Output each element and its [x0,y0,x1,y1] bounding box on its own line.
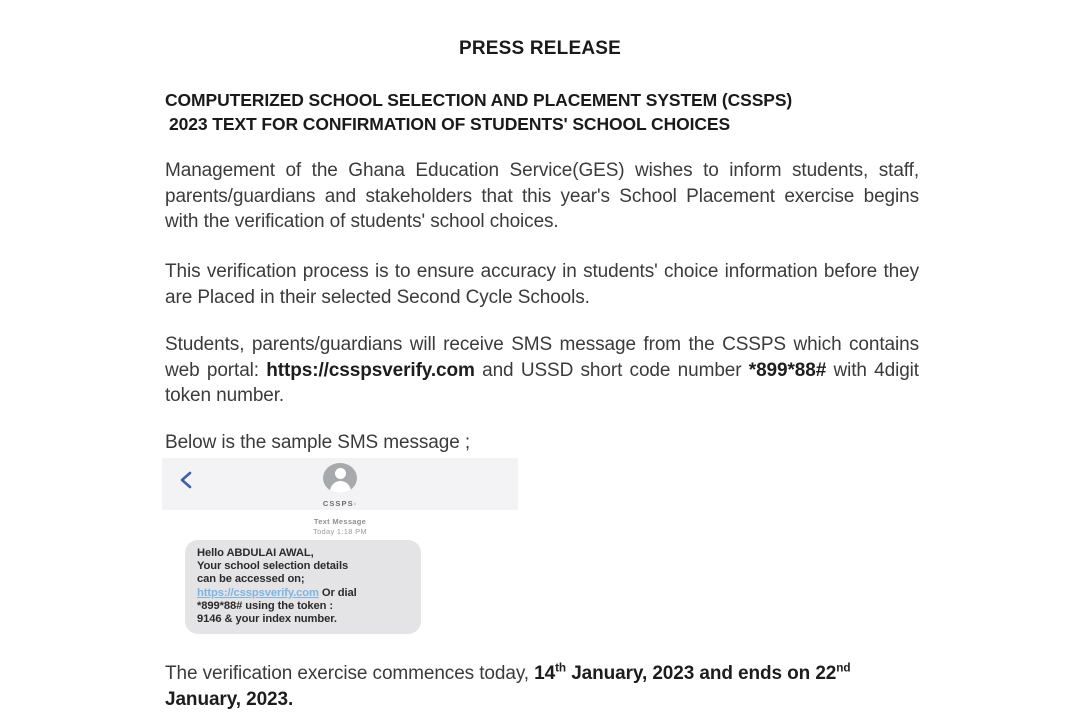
paragraph-management-intro: Management of the Ghana Education Service(GES) wishes to inform students, staff, parents/guardians and stakeholders that this year's School Placement exercise begins with the verification of students' school choices. [165,160,919,232]
paragraph-sample-sms-caption: Below is the sample SMS message ; [165,432,471,453]
p3-text-between: and USSD short code number [474,359,749,381]
contact-avatar-icon [323,463,357,493]
sms-line-3: can be accessed on; [197,573,305,586]
subject-heading [165,88,925,136]
sms-line-4 [197,587,411,600]
start-date-day: 14 [534,663,556,684]
end-date-ordinal: nd [836,661,851,675]
web-portal-url: https://csspsverify.com [266,359,475,381]
end-date-rest: January, 2023. [165,688,294,710]
sms-line-5: *899*88# using the token : [197,599,334,612]
sms-line-4-tail: Or dial [318,586,357,599]
sms-timestamp [162,517,518,536]
chevron-right-icon: › [353,501,358,508]
sms-contact-name-text: CSSPS [322,499,354,508]
subject-heading-line-1: COMPUTERIZED SCHOOL SELECTION AND PLACEMENT SYSTEM (CSSPS) [165,90,793,110]
sms-line-2: Your school selection details [197,560,349,573]
sms-header-bar [162,458,518,510]
subject-heading-line-2: 2023 TEXT FOR CONFIRMATION OF STUDENTS' SCHOOL CHOICES [169,114,731,134]
paragraph-verification-purpose: This verification process is to ensure accuracy in students' choice information before they are Placed in their selected Second Cycle Schools. [165,261,919,308]
start-date [534,663,815,684]
p3-text-before-url: Students, parents/guardians will receive SMS message from the CSSPS which contains web portal: [165,334,919,381]
sms-meta-time: Today 1:18 PM [313,526,367,536]
page-title: PRESS RELEASE [458,38,622,59]
sms-contact-name [162,499,518,508]
end-date-day: 22 [815,663,837,684]
sms-message-bubble [185,540,421,634]
p3-text-after: with 4digit token number. [165,359,919,406]
start-date-ordinal: th [555,661,567,675]
ussd-short-code: *899*88# [748,359,827,381]
sms-line-1: Hello ABDULAI AWAL, [197,547,314,559]
sms-contact-block[interactable] [162,463,518,508]
paragraph-verification-dates [165,661,919,712]
sms-sample-screenshot [162,458,518,630]
start-date-rest: January, 2023 and ends on [566,663,816,684]
paragraph-sms-portal-info [165,332,919,409]
p5-text-before-dates: The verification exercise commences today, [165,663,535,684]
sms-line-6: 9146 & your index number. [197,613,337,626]
sms-portal-link[interactable]: https://csspsverify.com [197,586,319,599]
sms-meta-type: Text Message [313,517,367,526]
